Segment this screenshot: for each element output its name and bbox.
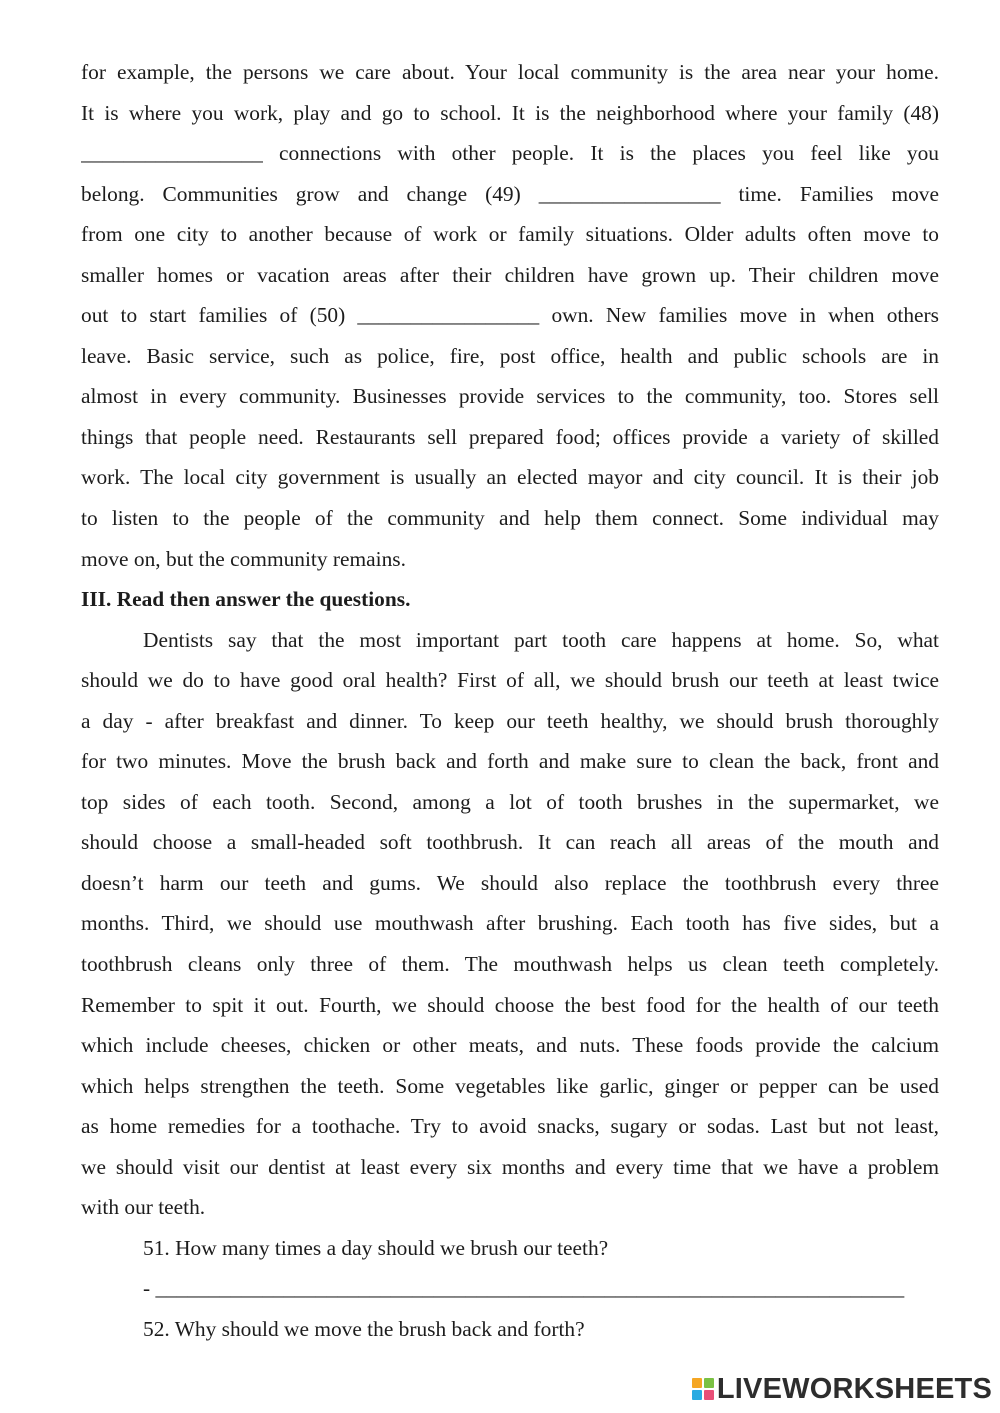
passage — [81, 52, 939, 579]
passage-line: move on, but the community remains. — [81, 546, 406, 571]
reading-line: should choose a small-headed soft toothbrush. It can reach all areas of the mouth and — [81, 830, 939, 855]
passage-line-blank-48[interactable]: _________________ connections with other people. It is the places you feel like you — [81, 141, 939, 166]
worksheet-page — [81, 52, 939, 1350]
reading-line: which include cheeses, chicken or other meats, and nuts. These foods provide the calcium — [81, 1033, 939, 1058]
passage-line: smaller homes or vacation areas after their children have grown up. Their children move — [81, 262, 939, 287]
reading-line: as home remedies for a toothache. Try to avoid snacks, sugary or sodas. Last but not least, — [81, 1114, 939, 1139]
reading-line: months. Third, we should use mouthwash after brushing. Each tooth has five sides, but a — [81, 911, 939, 936]
reading-line: should we do to have good oral health? First of all, we should brush our teeth at least twice — [81, 668, 939, 693]
reading-line: we should visit our dentist at least every six months and every time that we have a problem — [81, 1154, 939, 1179]
logo-square — [704, 1390, 714, 1400]
passage-line: from one city to another because of work or family situations. Older adults often move to — [81, 222, 939, 247]
question-52: 52. Why should we move the brush back and forth? — [143, 1316, 585, 1341]
passage-line: It is where you work, play and go to school. It is the neighborhood where your family (48) — [81, 100, 939, 125]
passage-line: for example, the persons we care about. Your local community is the area near your home. — [81, 60, 939, 84]
passage-line: to listen to the people of the community and help them connect. Some individual may — [81, 506, 939, 531]
reading-line: with our teeth. — [81, 1195, 206, 1220]
liveworksheets-brand[interactable] — [692, 1374, 992, 1404]
question-51: 51. How many times a day should we brush our teeth? — [143, 1235, 609, 1260]
passage-line: almost in every community. Businesses provide services to the community, too. Stores sell — [81, 384, 939, 409]
reading-line: a day - after breakfast and dinner. To keep our teeth healthy, we should brush thoroughly — [81, 708, 939, 733]
reading-line: toothbrush cleans only three of them. The mouthwash helps us clean teeth completely. — [81, 952, 939, 977]
brand-name: LIVEWORKSHEETS — [716, 1372, 992, 1405]
liveworksheets-logo-icon — [692, 1378, 714, 1400]
reading-line: Dentists say that the most important part tooth care happens at home. So, what — [143, 627, 939, 652]
reading-line: which helps strengthen the teeth. Some vegetables like garlic, ginger or pepper can be used — [81, 1073, 939, 1098]
questions — [81, 1228, 939, 1350]
reading-line: doesn’t harm our teeth and gums. We should also replace the toothbrush every three — [81, 870, 939, 895]
section-heading: III. Read then answer the questions. — [81, 587, 411, 612]
passage-line-blank-49[interactable]: belong. Communities grow and change (49) _________________ time. Families move — [81, 181, 939, 206]
reading-passage — [81, 620, 939, 1228]
reading-line: for two minutes. Move the brush back and forth and make sure to clean the back, front and — [81, 749, 939, 774]
answer-line-51[interactable]: - ______________________________________________________________________ — [143, 1276, 905, 1301]
logo-square — [704, 1378, 714, 1388]
reading-line: Remember to spit it out. Fourth, we should choose the best food for the health of our teeth — [81, 992, 939, 1017]
passage-line: leave. Basic service, such as police, fire, post office, health and public schools are in — [81, 343, 939, 368]
logo-square — [692, 1378, 702, 1388]
passage-line-blank-50[interactable]: out to start families of (50) _________________ own. New families move in when others — [81, 303, 939, 328]
passage-line: work. The local city government is usually an elected mayor and city council. It is their job — [81, 465, 939, 490]
reading-line: top sides of each tooth. Second, among a lot of tooth brushes in the supermarket, we — [81, 789, 939, 814]
passage-line: things that people need. Restaurants sell prepared food; offices provide a variety of skilled — [81, 424, 939, 449]
logo-square — [692, 1390, 702, 1400]
